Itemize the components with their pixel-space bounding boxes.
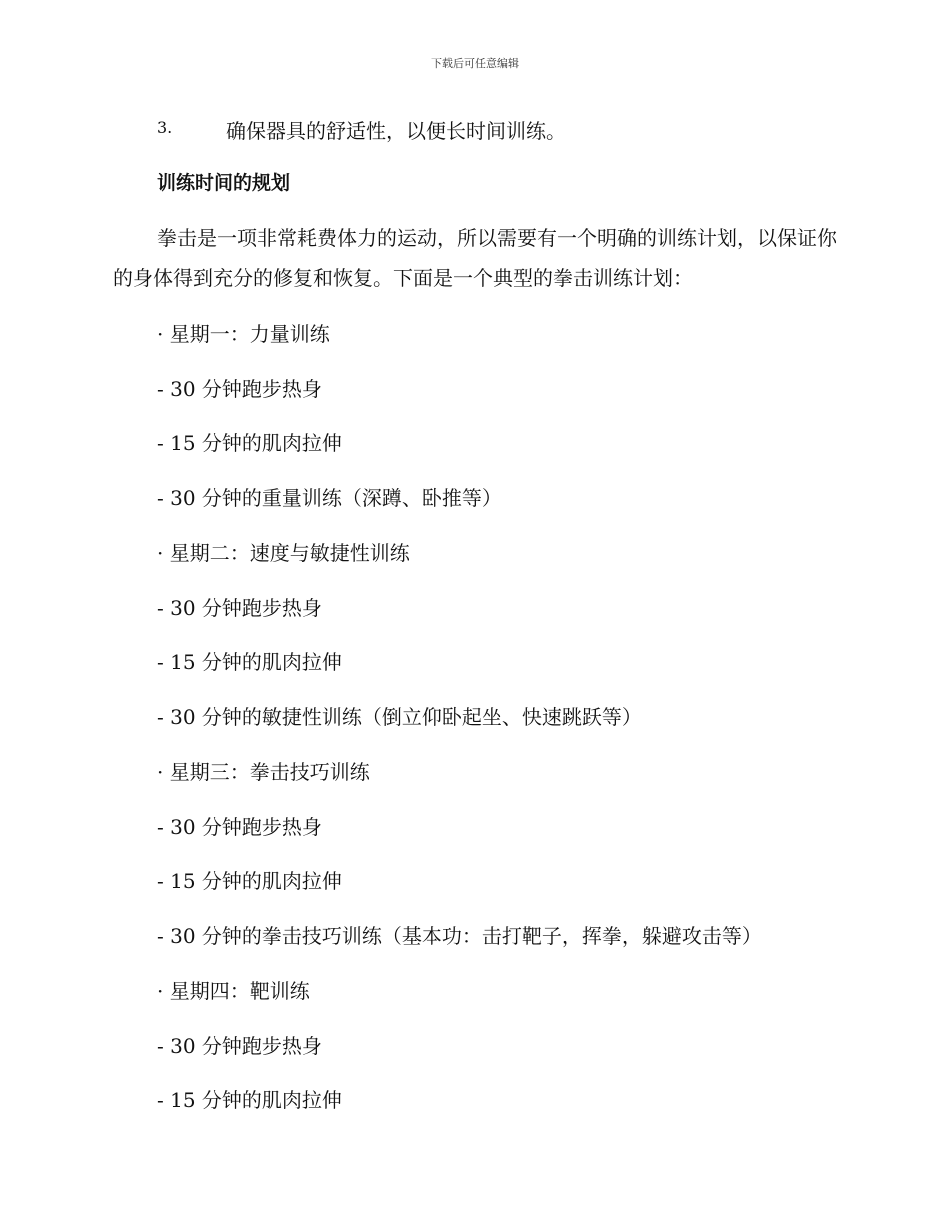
intro-paragraph: 拳击是一项非常耗费体力的运动，所以需要有一个明确的训练计划，以保证你的身体得到充分的修复和恢复。下面是一个典型的拳击训练计划： [113, 226, 837, 290]
schedule-item: - 15 分钟的肌肉拉伸 [157, 869, 342, 893]
section-heading: 训练时间的规划 [157, 172, 291, 194]
schedule-day: · 星期四：靶训练 [157, 979, 310, 1003]
schedule-day: · 星期三：拳击技巧训练 [157, 760, 370, 784]
schedule-item: - 30 分钟跑步热身 [157, 596, 322, 620]
list-number: 3. [157, 118, 173, 137]
schedule-item: - 30 分钟跑步热身 [157, 377, 322, 401]
schedule-item: - 30 分钟跑步热身 [157, 815, 322, 839]
schedule-item: - 30 分钟跑步热身 [157, 1034, 322, 1058]
schedule-day: · 星期一：力量训练 [157, 322, 330, 346]
list-text: 确保器具的舒适性，以便长时间训练。 [226, 119, 566, 143]
schedule-item: - 15 分钟的肌肉拉伸 [157, 431, 342, 455]
page-header: 下载后可任意编辑 [431, 57, 519, 70]
schedule-item: - 30 分钟的敏捷性训练（倒立仰卧起坐、快速跳跃等） [157, 705, 642, 729]
schedule-item: - 15 分钟的肌肉拉伸 [157, 1088, 342, 1112]
schedule-item: - 30 分钟的重量训练（深蹲、卧推等） [157, 486, 502, 510]
schedule-item: - 30 分钟的拳击技巧训练（基本功：击打靶子，挥拳，躲避攻击等） [157, 924, 762, 948]
schedule-item: - 15 分钟的肌肉拉伸 [157, 650, 342, 674]
schedule-day: · 星期二：速度与敏捷性训练 [157, 541, 410, 565]
